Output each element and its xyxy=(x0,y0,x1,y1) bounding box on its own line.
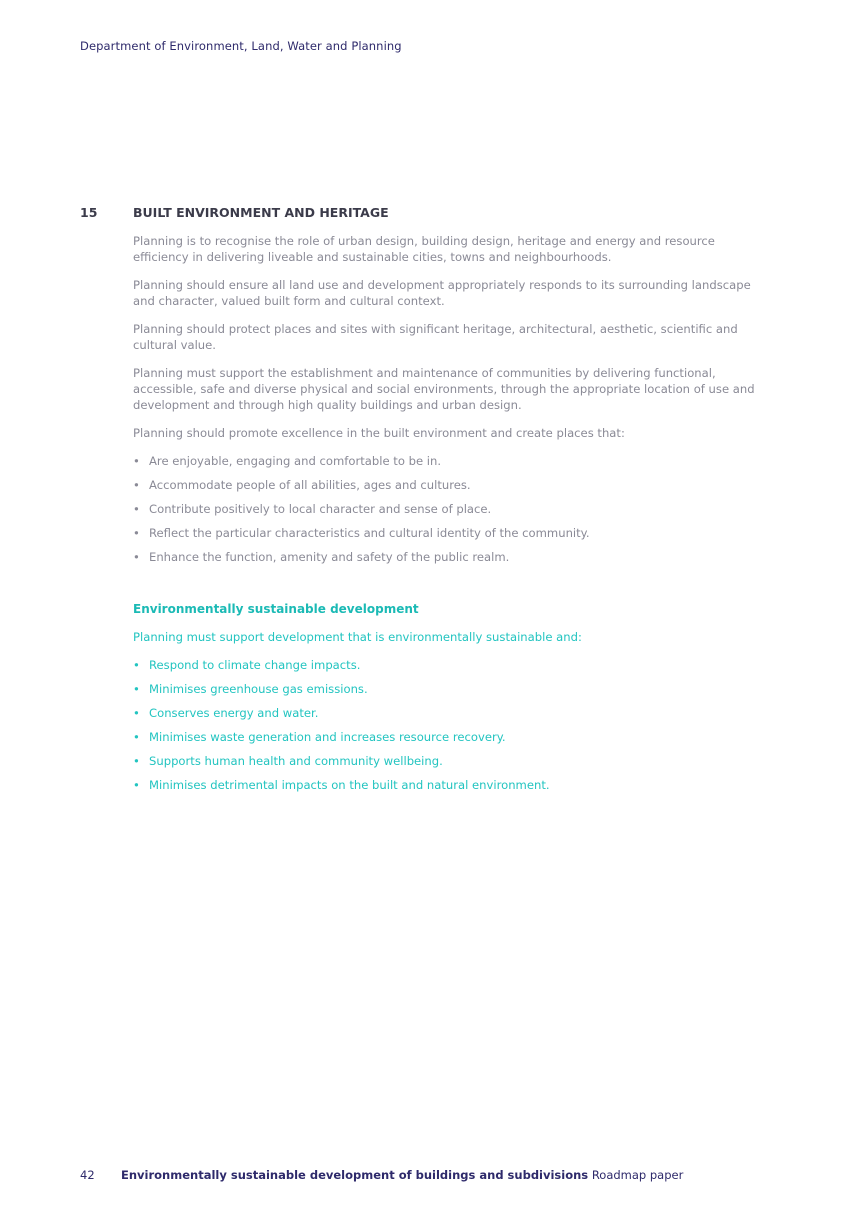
paragraph: Planning must support the establishment and maintenance of communities by delivering functional, accessible, safe and diverse physical and social environments, through the appropriate location of use and development and through high quality buildings and urban design. xyxy=(133,366,755,412)
page-footer xyxy=(80,1168,683,1182)
list-item: • Conserves energy and water. xyxy=(133,705,773,721)
document-subtitle: Roadmap paper xyxy=(591,1168,684,1182)
paragraph: Planning should ensure all land use and development appropriately responds to its surrounding landscape and character, valued built form and cultural context. xyxy=(133,278,751,308)
esd-bullet-list xyxy=(133,657,773,793)
list-item: • Minimises detrimental impacts on the built and natural environment. xyxy=(133,777,773,793)
list-item: • Reflect the particular characteristics and cultural identity of the community. xyxy=(133,525,773,541)
section-number: 15 xyxy=(80,205,98,220)
section-body xyxy=(133,233,773,573)
section-title: BUILT ENVIRONMENT AND HERITAGE xyxy=(133,205,389,220)
paragraph: Planning is to recognise the role of urban design, building design, heritage and energy and resource efficiency in delivering liveable and sustainable cities, towns and neighbourhoods. xyxy=(133,234,715,264)
list-item: • Minimises waste generation and increases resource recovery. xyxy=(133,729,773,745)
document-title: Environmentally sustainable development of buildings and subdivisions xyxy=(121,1168,589,1182)
paragraph: Planning should promote excellence in the built environment and create places that: xyxy=(133,426,625,440)
paragraph: Planning should protect places and sites with significant heritage, architectural, aesthetic, scientific and cultural value. xyxy=(133,322,738,352)
page-header: Department of Environment, Land, Water and Planning xyxy=(80,39,402,53)
list-item: • Contribute positively to local character and sense of place. xyxy=(133,501,773,517)
esd-subsection xyxy=(133,601,773,801)
list-item: • Minimises greenhouse gas emissions. xyxy=(133,681,773,697)
list-item: • Respond to climate change impacts. xyxy=(133,657,773,673)
list-item: • Are enjoyable, engaging and comfortable to be in. xyxy=(133,453,773,469)
places-bullet-list xyxy=(133,453,773,565)
page-number: 42 xyxy=(80,1168,95,1182)
list-item: • Accommodate people of all abilities, ages and cultures. xyxy=(133,477,773,493)
esd-intro: Planning must support development that is environmentally sustainable and: xyxy=(133,630,582,644)
esd-heading: Environmentally sustainable development xyxy=(133,602,419,616)
list-item: • Enhance the function, amenity and safety of the public realm. xyxy=(133,549,773,565)
list-item: • Supports human health and community wellbeing. xyxy=(133,753,773,769)
